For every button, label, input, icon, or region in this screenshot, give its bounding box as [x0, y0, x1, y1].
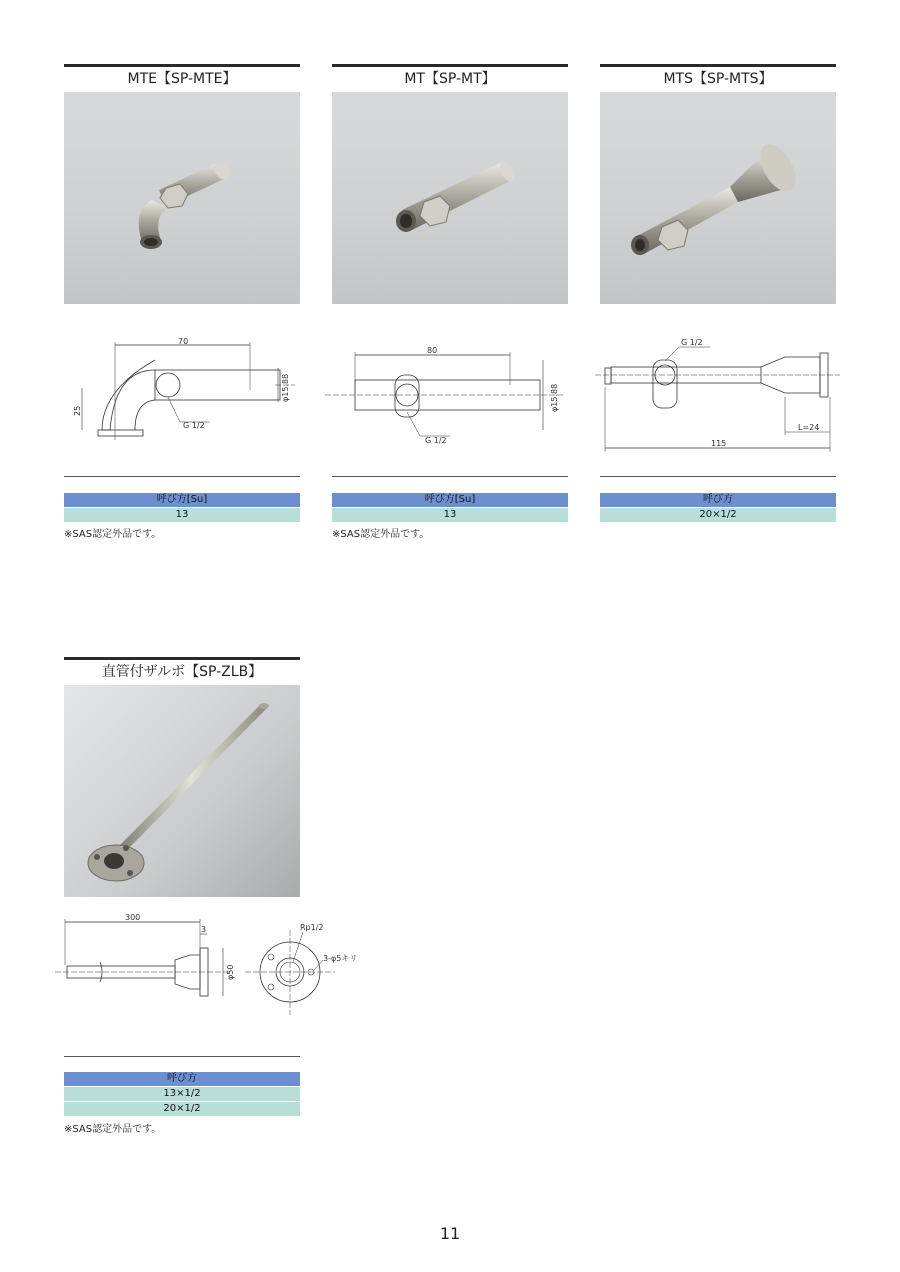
product-title: 直管付ザルボ【SP-ZLB】 [64, 657, 300, 685]
product-card-mte [64, 64, 300, 304]
product-photo [64, 92, 300, 304]
spec-table [332, 493, 568, 523]
dim-holes: 3-φ5キリ [323, 954, 358, 963]
dimension-drawing-mts [595, 335, 895, 485]
dimension-drawing-mte [60, 330, 360, 480]
spec-row: 13 [332, 508, 568, 523]
dim-thread: G 1/2 [183, 421, 205, 430]
product-card-zlb [64, 657, 300, 897]
dim-length: 115 [711, 439, 727, 448]
dim-length: 80 [427, 346, 438, 355]
dimension-drawing-zlb [55, 910, 358, 1060]
spec-table [600, 493, 836, 523]
dim-thread: Rp1/2 [300, 923, 324, 932]
dim-thread: G 1/2 [681, 338, 703, 347]
dim-height: 25 [73, 405, 82, 416]
spec-row: 20×1/2 [64, 1102, 300, 1117]
dim-length: 70 [178, 337, 189, 346]
dimension-drawing-mt [325, 340, 625, 490]
note: ※SAS認定外品です。 [332, 529, 430, 540]
dim-thread: G 1/2 [425, 436, 447, 445]
note: ※SAS認定外品です。 [64, 529, 162, 540]
dim-diameter: φ15.88 [550, 383, 559, 412]
dim-diameter: φ50 [226, 964, 235, 980]
note: ※SAS認定外品です。 [64, 1124, 162, 1135]
product-title: MTS【SP-MTS】 [600, 64, 836, 92]
product-photo [600, 92, 836, 304]
divider [332, 476, 568, 477]
product-title: MT【SP-MT】 [332, 64, 568, 92]
product-photo [64, 685, 300, 897]
page-number: 11 [439, 1224, 461, 1243]
spec-header: 呼び方 [64, 1072, 300, 1087]
spec-header: 呼び方[Su] [332, 493, 568, 508]
product-card-mt [332, 64, 568, 304]
divider [600, 476, 836, 477]
product-card-mts [600, 64, 836, 304]
dim-diameter: φ15.88 [281, 373, 290, 402]
spec-table [64, 493, 300, 523]
dim-l-label: L=24 [798, 423, 820, 432]
spec-row: 20×1/2 [600, 508, 836, 523]
spec-row: 13×1/2 [64, 1087, 300, 1102]
spec-header: 呼び方 [600, 493, 836, 508]
product-title: MTE【SP-MTE】 [64, 64, 300, 92]
dim-length: 300 [125, 913, 141, 922]
product-photo [332, 92, 568, 304]
divider [64, 476, 300, 477]
spec-table [64, 1072, 300, 1117]
spec-row: 13 [64, 508, 300, 523]
dim-flange: 3 [201, 925, 207, 934]
divider [64, 1056, 300, 1057]
spec-header: 呼び方[Su] [64, 493, 300, 508]
